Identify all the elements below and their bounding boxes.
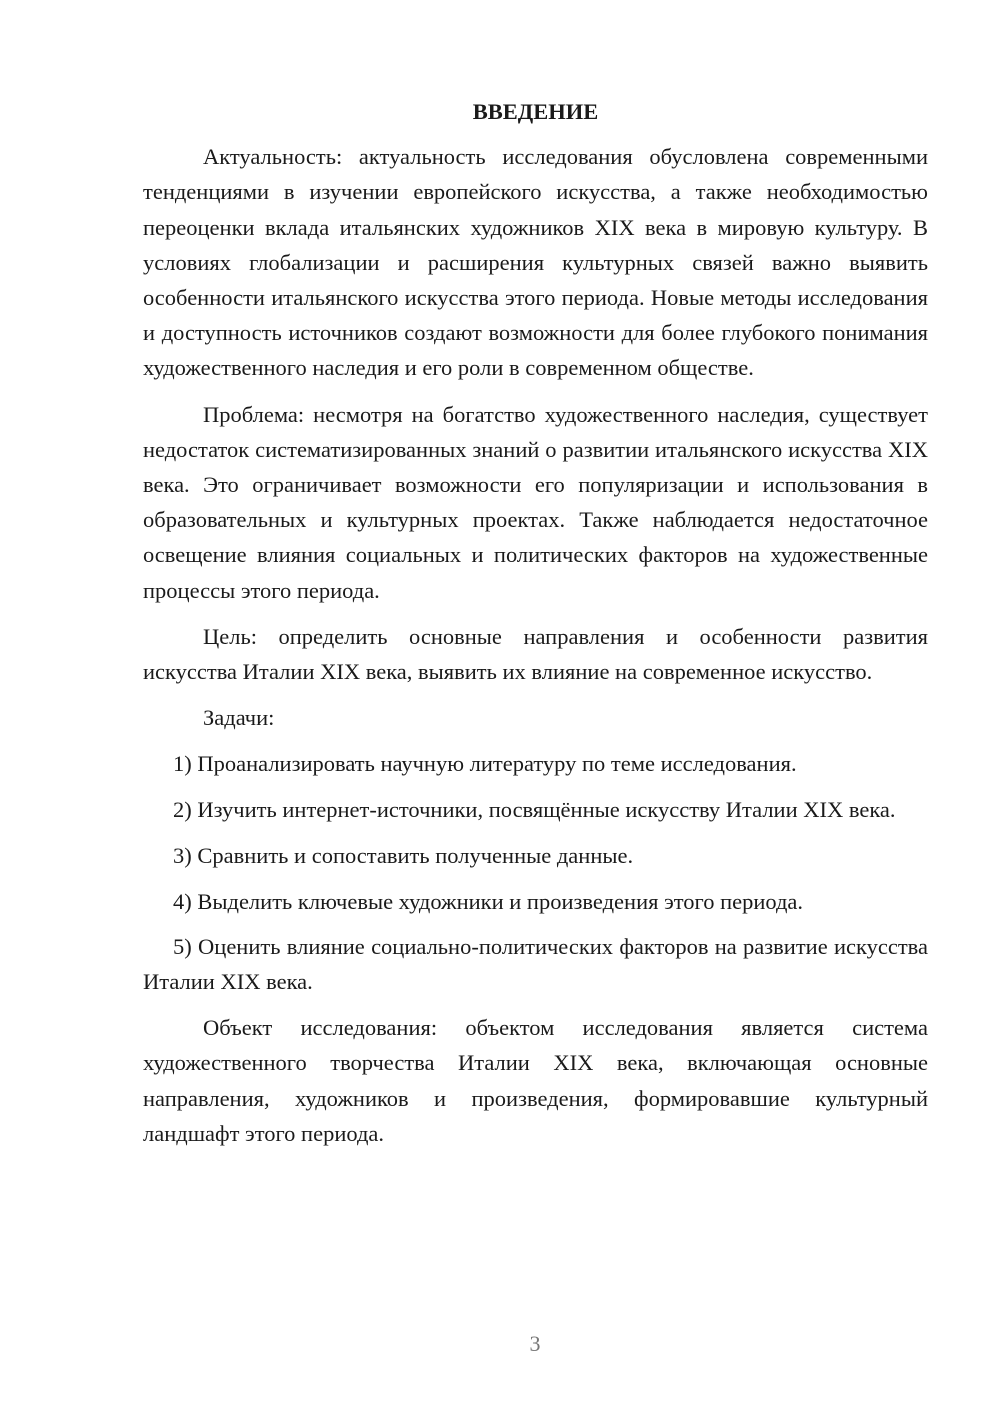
task-list [143,746,928,999]
list-item: 2) Изучить интернет-источники, посвящённые искусству Италии XIX века. [173,797,896,823]
page-number: 3 [529,1331,541,1356]
paragraph-goal: Цель: определить основные направления и особенности развития искусства Италии XIX века, выявить их влияние на современное искусство. [143,623,928,685]
list-item: 5) Оценить влияние социально-политических факторов на развитие искусства Италии XIX века. [143,934,928,995]
paragraph-problem: Проблема: несмотря на богатство художественного наследия, существует недостаток систематизированных знаний о развитии итальянского искусства XIX века. Это ограничивает возможности его популяризации и использования в образовательных и культурных проектах. Также наблюдается недостаточное освещение влияния социальных и политических факторов на художественные процессы этого периода. [143,401,928,603]
list-item: 4) Выделить ключевые художники и произведения этого периода. [173,888,804,914]
page-title: ВВЕДЕНИЕ [472,99,599,124]
paragraph-relevance: Актуальность: актуальность исследования обусловлена современными тенденциями в изучении европейского искусства, а также необходимостью переоценки вклада итальянских художников XIX века в мировую культуру. В условиях глобализации и расширения культурных связей важно выявить особенности итальянского искусства этого периода. Новые методы исследования и доступность источников создают возможности для более глубокого понимания художественного наследия и его роли в современном обществе. [143,144,928,381]
paragraph-object: Объект исследования: объектом исследования является система художественного творчества Италии XIX века, включающая основные направления, художников и произведения, формировавшие культурный ландшафт этого периода. [143,1015,928,1146]
list-item: 3) Сравнить и сопоставить полученные данные. [173,842,634,868]
document-page [143,94,928,1162]
list-item: 1) Проанализировать научную литературу по теме исследования. [173,751,797,777]
paragraph-tasks-label: Задачи: [203,705,275,731]
